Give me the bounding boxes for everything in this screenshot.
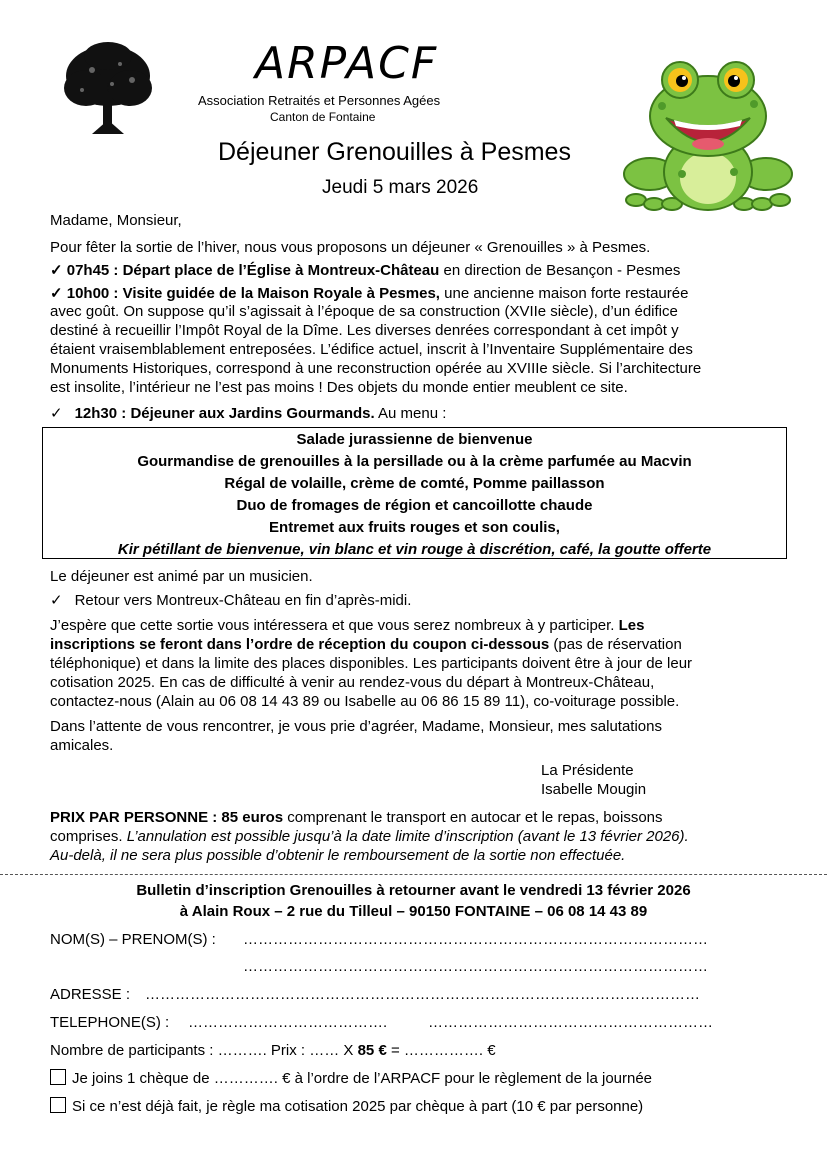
phone-field-2[interactable]: ………………………………………………… <box>428 1014 713 1031</box>
payment-checkbox[interactable] <box>50 1069 66 1085</box>
registration-emphasis: Les <box>614 617 645 634</box>
step-visit-text: une ancienne maison forte restaurée <box>439 285 689 302</box>
menu-drinks: Kir pétillant de bienvenue, vin blanc et vin rouge à discrétion, café, la goutte offerte <box>117 541 712 558</box>
payment-checkbox-label: Je joins 1 chèque de …………. € à l’ordre de l’ARPACF pour le règlement de la journée <box>72 1070 653 1087</box>
visit-description-line: avec goût. On suppose qu’il s’agissait à l’époque de sa construction (XVIIe siècle), d’un édifice <box>50 303 678 320</box>
check-mark-icon: ✓ <box>50 592 63 609</box>
menu-item: Gourmandise de grenouilles à la persillade ou à la crème parfumée au Macvin <box>137 453 692 470</box>
visit-description-line: est insolite, l’intérieur ne l’est pas moins ! Des objets du monde entier meublent ce site. <box>50 379 628 396</box>
price-text: comprenant le transport en autocar et le repas, boissons <box>283 809 663 826</box>
name-label: NOM(S) – PRENOM(S) : <box>50 931 216 948</box>
phone-field-1[interactable]: …………………………………. <box>188 1014 388 1031</box>
closing-line: Dans l’attente de vous rencontrer, je vous prie d’agréer, Madame, Monsieur, mes salutations <box>50 718 662 735</box>
check-mark-icon: ✓ <box>50 405 63 422</box>
closing-line: amicales. <box>50 737 114 754</box>
menu-item: Salade jurassienne de bienvenue <box>296 431 533 448</box>
step-departure-time: ✓ 07h45 : Départ place de l’Église à Montreux-Château <box>50 262 440 279</box>
program-step-lunch <box>50 404 780 423</box>
step-return-text: Retour vers Montreux-Château en fin d’après-midi. <box>74 592 412 609</box>
address-label: ADRESSE : <box>50 986 131 1003</box>
membership-checkbox[interactable] <box>50 1097 66 1113</box>
name-field[interactable]: ………………………………………………………………………………… <box>243 931 708 948</box>
frog-mascot-icon <box>622 54 794 220</box>
tree-logo-icon <box>62 40 154 136</box>
total-field: = ……………. € <box>386 1042 496 1059</box>
cancellation-policy: Au-delà, il ne sera plus possible d’obtenir le remboursement de la sortie non effectuée. <box>50 847 626 864</box>
price-line <box>50 827 780 846</box>
step-lunch-time: 12h30 : Déjeuner aux Jardins Gourmands. <box>74 405 375 422</box>
form-heading: Bulletin d’inscription Grenouilles à retourner avant le vendredi 13 février 2026 <box>136 882 691 899</box>
association-canton: Canton de Fontaine <box>270 110 376 124</box>
program-step-return <box>50 591 780 610</box>
menu-item: Entremet aux fruits rouges et son coulis, <box>269 519 560 536</box>
registration-paragraph-line: contactez-nous (Alain au 06 08 14 43 89 ou Isabelle au 06 86 15 89 11), co-voiturage possible. <box>50 693 680 710</box>
registration-text: (pas de réservation <box>549 636 682 653</box>
registration-paragraph-line: cotisation 2025. En cas de difficulté à venir au rendez-vous du départ à Montreux-Château, <box>50 674 655 691</box>
checkbox-row-payment[interactable] <box>50 1069 652 1087</box>
price-text: comprises. <box>50 828 127 845</box>
visit-description-line: destiné à recueillir l’Impôt Royal de la Dîme. Les diverses denrées correspondant à cet impôt y <box>50 322 679 339</box>
signature-role: La Présidente <box>541 762 634 779</box>
participants-line[interactable] <box>50 1042 496 1059</box>
checkbox-row-membership[interactable] <box>50 1097 643 1115</box>
association-name: Association Retraités et Personnes Agées <box>198 93 441 108</box>
price-line <box>50 808 780 827</box>
registration-emphasis: inscriptions se feront dans l’ordre de réception du coupon ci-dessous <box>50 636 550 653</box>
menu-item: Duo de fromages de région et cancoillotte chaude <box>236 497 593 514</box>
brand-name: ARPACF <box>255 38 439 89</box>
registration-paragraph-line <box>50 635 780 654</box>
membership-checkbox-label: Si ce n’est déjà fait, je règle ma cotisation 2025 par chèque à part (10 € par personne) <box>72 1098 644 1115</box>
event-date: Jeudi 5 mars 2026 <box>322 177 479 198</box>
registration-paragraph-line: téléphonique) et dans la limite des places disponibles. Les participants doivent être à jour de leur <box>50 655 693 672</box>
salutation: Madame, Monsieur, <box>50 212 182 229</box>
phone-label: TELEPHONE(S) : <box>50 1014 170 1031</box>
step-visit-time: ✓ 10h00 : Visite guidée de la Maison Royale à Pesmes, <box>50 285 440 302</box>
program-step-departure <box>50 261 780 280</box>
name-field-line2[interactable]: ………………………………………………………………………………… <box>243 958 708 975</box>
participants-label: Nombre de participants : ………. Prix : …… X <box>50 1042 358 1059</box>
registration-paragraph-line <box>50 616 780 635</box>
registration-text: J’espère que cette sortie vous intéressera et que vous serez nombreux à y participer. <box>50 617 615 634</box>
cancellation-policy: L’annulation est possible jusqu’à la date limite d’inscription (avant le 13 février 2026). <box>126 828 689 845</box>
intro-text: Pour fêter la sortie de l’hiver, nous vous proposons un déjeuner « Grenouilles » à Pesmes. <box>50 239 651 256</box>
menu-item: Régal de volaille, crème de comté, Pomme paillasson <box>224 475 605 492</box>
form-address: à Alain Roux – 2 rue du Tilleul – 90150 FONTAINE – 06 08 14 43 89 <box>179 903 648 920</box>
musician-text: Le déjeuner est animé par un musicien. <box>50 568 313 585</box>
price-label: PRIX PAR PERSONNE : 85 euros <box>50 809 284 826</box>
step-lunch-text: Au menu : <box>374 405 447 422</box>
page-title: Déjeuner Grenouilles à Pesmes <box>218 138 571 166</box>
step-departure-text: en direction de Besançon - Pesmes <box>439 262 681 279</box>
menu-box <box>42 427 787 559</box>
signature-name: Isabelle Mougin <box>541 781 647 798</box>
visit-description-line: étaient vraisemblablement entreposées. L’édifice actuel, inscrit à l’Inventaire Supplémentaire des <box>50 341 693 358</box>
address-field[interactable]: ………………………………………………………………………………………………… <box>145 986 700 1003</box>
program-step-visit <box>50 284 780 303</box>
visit-description-line: Monuments Historiques, correspond à une reconstruction opérée au XVIIIe siècle. Si l’architecture <box>50 360 702 377</box>
unit-price: 85 € <box>357 1042 387 1059</box>
cut-line-divider <box>0 874 827 875</box>
